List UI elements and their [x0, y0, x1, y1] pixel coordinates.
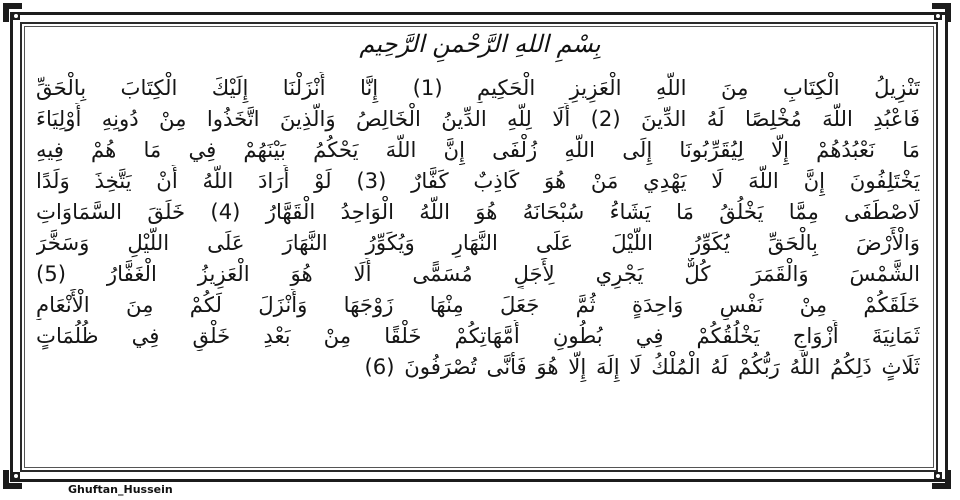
basmala-heading: بِسْمِ اللهِ الرَّحْمنِ الرَّحِيم — [359, 30, 601, 58]
verse-line: ثَلَاثٍ ذَلِكُمُ اللَّهُ رَبُّكُمْ لَهُ الْمُلْكُ لَا إِلَهَ إِلَّا هُوَ فَأَنَّى تُصْرَفُونَ (6) — [364, 354, 920, 379]
verse-line: خَلَقَكُمْ مِنْ نَفْسٍ وَاحِدَةٍ ثُمَّ جَعَلَ مِنْهَا زَوْجَهَا وَأَنْزَلَ لَكُمْ مِنَ الْأَنْعَامِ — [36, 292, 920, 317]
author-credit: Ghuftan_Hussein — [68, 483, 173, 496]
verse-line: فَاعْبُدِ اللَّهَ مُخْلِصًا لَهُ الدِّينَ (2) أَلَا لِلَّهِ الدِّينُ الْخَالِصُ وَالَّذِينَ اتَّخَذُوا مِنْ دُونِهِ أَوْلِيَاءَ — [36, 106, 920, 131]
verse-line: تَنْزِيلُ الْكِتَابِ مِنَ اللَّهِ الْعَزِيزِ الْحَكِيمِ (1) إِنَّا أَنْزَلْنَا إِلَيْكَ الْكِتَابَ بِالْحَقِّ — [36, 75, 920, 100]
corner-ornament-icon — [0, 0, 34, 34]
verse-line: ثَمَانِيَةَ أَزْوَاجٍ يَخْلُقُكُمْ فِي بُطُونِ أُمَّهَاتِكُمْ خَلْقًا مِنْ بَعْدِ خَلْقٍ فِي ظُلُمَاتٍ — [36, 323, 920, 348]
corner-ornament-icon — [920, 458, 954, 492]
corner-ornament-icon — [920, 0, 954, 34]
verse-line: الشَّمْسَ وَالْقَمَرَ كُلٌّ يَجْرِي لِأَجَلٍ مُسَمًّى أَلَا هُوَ الْعَزِيزُ الْغَفَّارُ (5) — [36, 261, 920, 286]
verse-line: وَالْأَرْضَ بِالْحَقِّ يُكَوِّرُ اللَّيْلَ عَلَى النَّهَارِ وَيُكَوِّرُ النَّهَارَ عَلَى اللَّيْلِ وَسَخَّرَ — [36, 230, 920, 255]
verse-line: مَا نَعْبُدُهُمْ إِلَّا لِيُقَرِّبُونَا إِلَى اللَّهِ زُلْفَى إِنَّ اللَّهَ يَحْكُمُ بَيْنَهُمْ فِي مَا هُمْ فِيهِ — [36, 137, 920, 162]
corner-ornament-icon — [0, 458, 34, 492]
verse-line: يَخْتَلِفُونَ إِنَّ اللَّهَ لَا يَهْدِي مَنْ هُوَ كَاذِبٌ كَفَّارٌ (3) لَوْ أَرَادَ اللَّهُ أَنْ يَتَّخِذَ وَلَدًا — [36, 168, 920, 193]
verse-text-block — [36, 72, 920, 382]
verse-line: لَاصْطَفَى مِمَّا يَخْلُقُ مَا يَشَاءُ سُبْحَانَهُ هُوَ اللَّهُ الْوَاحِدُ الْقَهَّارُ (4) خَلَقَ السَّمَاوَاتِ — [36, 199, 920, 224]
